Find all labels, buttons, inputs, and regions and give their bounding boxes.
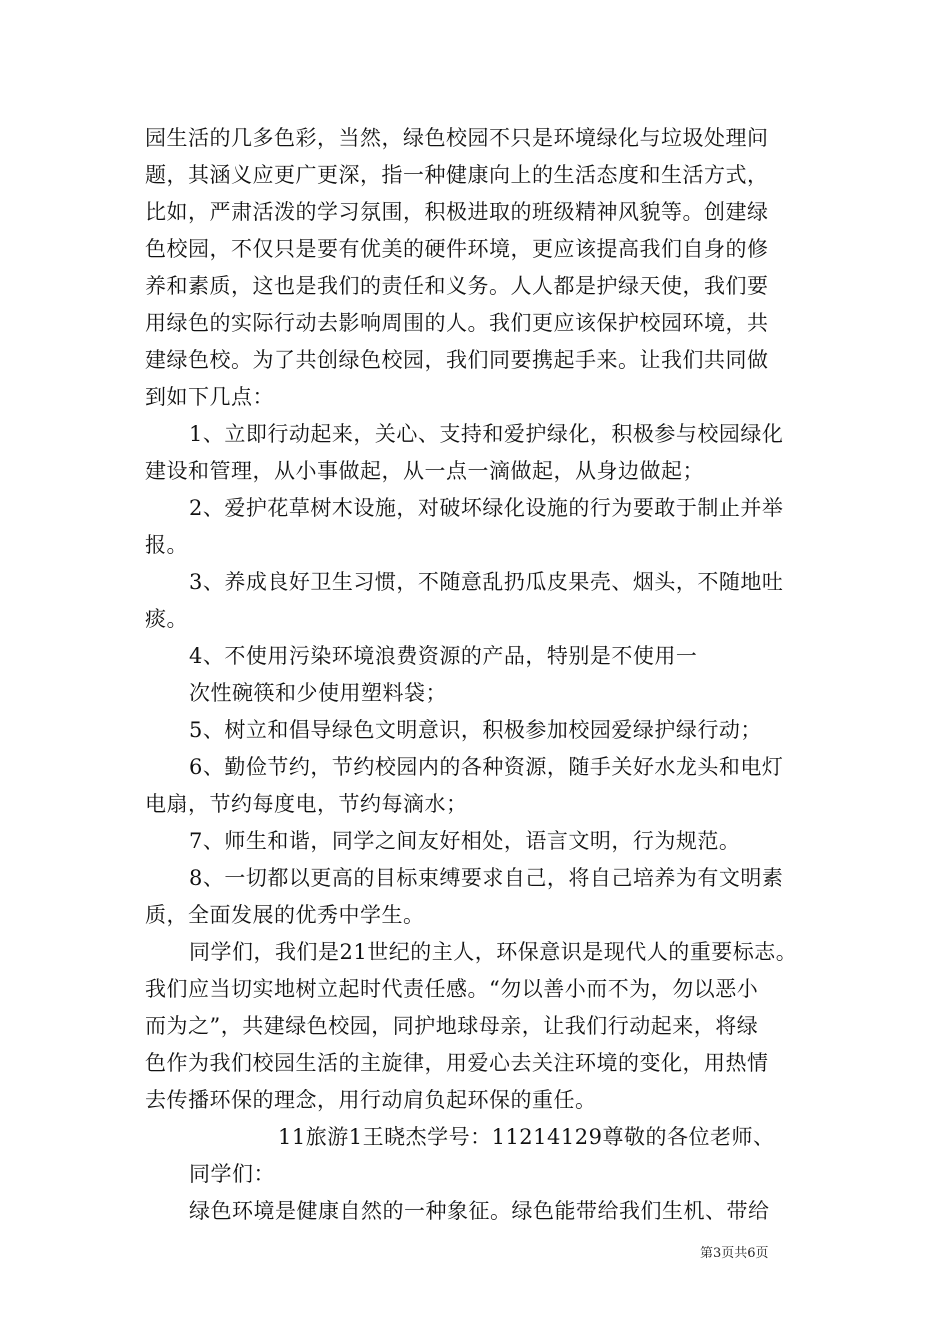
text-line-4: 色校园，不仅只是要有优美的硬件环境，更应该提高我们自身的修	[145, 237, 769, 261]
text-line-7: 建绿色校。为了共创绿色校园，我们同要携起手来。让我们共同做	[145, 348, 769, 372]
text-line-8: 到如下几点：	[145, 385, 274, 409]
list-item-4-line-2: 次性碗筷和少使用塑料袋；	[189, 681, 447, 705]
list-item-7: 7、师生和谐，同学之间友好相处，语言文明，行为规范。	[189, 829, 741, 853]
text-line-3: 比如，严肃活泼的学习氛围，积极进取的班级精神风貌等。创建绿	[145, 200, 769, 224]
next-speech-line: 绿色环境是健康自然的一种象征。绿色能带给我们生机、带给	[189, 1199, 770, 1223]
text-line-5: 养和素质，这也是我们的责任和义务。人人都是护绿天使，我们要	[145, 274, 769, 298]
list-item-6-line-1: 6、勤俭节约，节约校园内的各种资源，随手关好水龙头和电灯	[189, 755, 784, 779]
salutation-line: 同学们：	[189, 1162, 275, 1186]
list-item-3-line-1: 3、养成良好卫生习惯，不随意乱扔瓜皮果壳、烟头，不随地吐	[189, 570, 784, 594]
text-line-1: 园生活的几多色彩，当然，绿色校园不只是环境绿化与垃圾处理问	[145, 126, 769, 150]
closing-line-2: 我们应当切实地树立起时代责任感。“勿以善小而不为，勿以恶小	[145, 977, 759, 1001]
author-line: 11旅游1王晓杰学号：11214129尊敬的各位老师、	[278, 1125, 775, 1149]
text-line-2: 题，其涵义应更广更深，指一种健康向上的生活态度和生活方式，	[145, 163, 769, 187]
page-number: 第3页共6页	[700, 1246, 769, 1261]
closing-line-5: 去传播环保的理念，用行动肩负起环保的重任。	[145, 1088, 597, 1112]
list-item-4-line-1: 4、不使用污染环境浪费资源的产品，特别是不使用一	[189, 644, 698, 668]
list-item-1-line-2: 建设和管理，从小事做起，从一点一滴做起，从身边做起；	[145, 459, 704, 483]
list-item-2-line-1: 2、爱护花草树木设施，对破坏绿化设施的行为要敢于制止并举	[189, 496, 784, 520]
closing-line-4: 色作为我们校园生活的主旋律，用爱心去关注环境的变化，用热情	[145, 1051, 769, 1075]
closing-line-1: 同学们，我们是21世纪的主人，环保意识是现代人的重要标志。	[189, 940, 798, 964]
list-item-8-line-1: 8、一切都以更高的目标束缚要求自己，将自己培养为有文明素	[189, 866, 784, 890]
closing-line-3: 而为之”，共建绿色校园，同护地球母亲，让我们行动起来，将绿	[145, 1014, 759, 1038]
list-item-8-line-2: 质，全面发展的优秀中学生。	[145, 903, 425, 927]
list-item-3-line-2: 痰。	[145, 607, 188, 631]
list-item-6-line-2: 电扇，节约每度电，节约每滴水；	[145, 792, 468, 816]
list-item-2-line-2: 报。	[145, 533, 188, 557]
list-item-1-line-1: 1、立即行动起来，关心、支持和爱护绿化，积极参与校园绿化	[189, 422, 784, 446]
list-item-5: 5、树立和倡导绿色文明意识，积极参加校园爱绿护绿行动；	[189, 718, 762, 742]
text-line-6: 用绿色的实际行动去影响周围的人。我们更应该保护校园环境，共	[145, 311, 769, 335]
